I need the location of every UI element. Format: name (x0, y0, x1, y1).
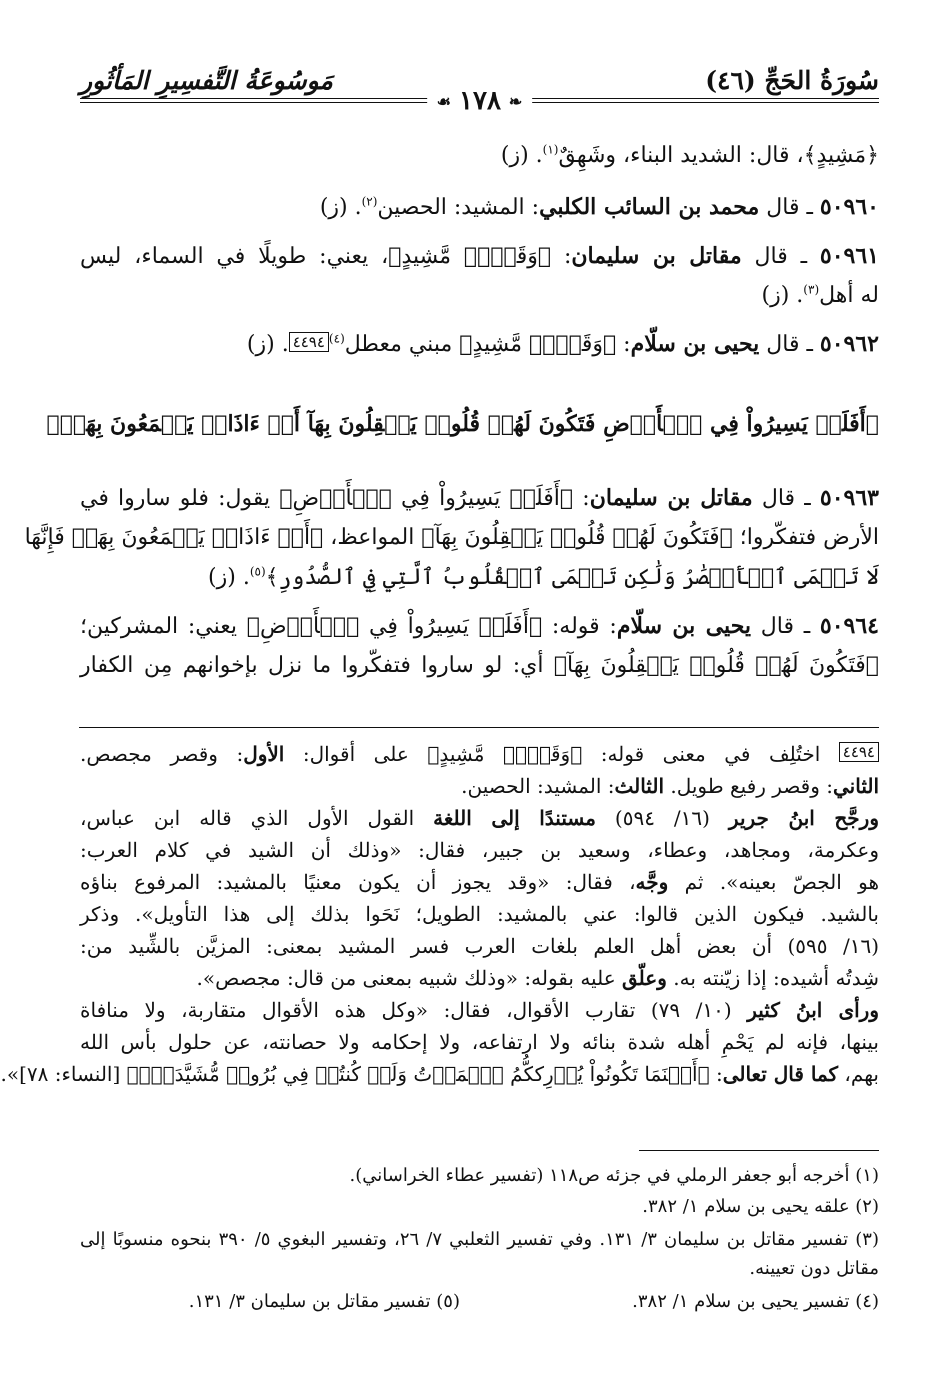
hadith-number: ٥٠٩٦٣ (819, 485, 879, 511)
commentary-line-1: ٤٤٩٤ اختُلِف في معنى قوله: ﴿وَقَصۡرٖ مَّشِيدٍ﴾ على أقوال: الأول: وقصر مجصص. (80, 738, 879, 770)
hadith-number: ٥٠٩٦١ (819, 243, 879, 269)
footnote-4: (٤) تفسير يحيى بن سلام ١/ ٣٨٢. (632, 1291, 879, 1312)
narrator-name: يحيى بن سلّام (630, 331, 760, 357)
hadith-50964: ٥٠٩٦٤ ـ قال يحيى بن سلّام: قوله: ﴿أَفَلَمۡ يَسِيرُواْ فِي ٱلۡأَرۡضِ﴾ يعني: المشركين؛ (80, 613, 879, 639)
hadith-50961-cont: له أهل$^{(٣)}$. (ز) (761, 282, 879, 308)
commentary-line-2: الثاني: وقصر رفيع طويل. الثالث: المشيد: الحصين. (461, 774, 879, 798)
narrator-name: مقاتل بن سليمان (589, 485, 753, 511)
book-title: مَوسُوعَةُ التَّفسِيرِ المَأثُورِ (80, 66, 333, 95)
footnote-ref: (٢) (361, 194, 378, 209)
footnote-rule (639, 1150, 879, 1151)
footnote-ref: (٥) (249, 564, 266, 579)
hadith-number: ٥٠٩٦٤ (819, 613, 879, 639)
footnote-ref: (٤) (328, 331, 345, 346)
footnote-1: (١) أخرجه أبو جعفر الرملي في جزئه ص١١٨ (تفسير عطاء الخراساني). (349, 1165, 879, 1186)
commentary-line-8: شِدتُه أشيده: إذا زيّنته به. وعلّق عليه بقوله: «وذلك شبيه بمعنى من قال: مجصص». (196, 966, 879, 990)
hadith-50963-cont-1: الأرض فتفكّروا؛ ﴿فَتَكُونَ لَهُمۡ قُلُوبٞ يَعۡقِلُونَ بِهَآ﴾ المواعظ، ﴿أَوۡ ءَاذَانٞ يَسۡمَعُونَ بِهَاۖ فَإِنَّهَا (24, 525, 879, 550)
commentary-box-number: ٤٤٩٤ (839, 742, 879, 762)
commentary-line-9: ورأى ابنُ كثير (١٠/ ٧٩) تقارب الأقوال، فقال: «وكل هذه الأقوال متقاربة، ولا منافاة (80, 998, 879, 1022)
hadith-50964-cont: ﴿فَتَكُونَ لَهُمۡ قُلُوبٞ يَعۡقِلُونَ بِهَآ﴾ أي: لو ساروا فتفكّروا ما نزل بإخوانهم مِن الكفار (80, 653, 879, 678)
footnote-ref: (١) (542, 142, 559, 157)
hadith-50962: ٥٠٩٦٢ ـ قال يحيى بن سلّام: ﴿وَقَصۡرٖ مَّشِيدٍ﴾ مبني معطل$^{(٤)}$٤٤٩٤. (ز) (246, 331, 879, 357)
page-number: ١٧٨ (459, 86, 501, 116)
commentary-line-4: وعكرمة، ومجاهد، وعطاء، وسعيد بن جبير، فقال: «وذلك أن الشيد في كلام العرب: (80, 838, 879, 862)
body-line-1: ﴿مَشِيدٍ﴾، قال: الشديد البناء، وشَهِقٌ$^{(١)}$. (ز) (500, 142, 879, 168)
page-number-box (427, 86, 533, 116)
footnote-ref: (٣) (803, 282, 820, 297)
commentary-line-10: بينها، فإنه لم يَحْمِ أهله شدة بنائه ولا ارتفاعه، ولا إحكامه ولا حصانته، عن حلول بأس الله (80, 1030, 879, 1054)
commentary-line-11: بهم، كما قال تعالى: ﴿أَيۡنَمَا تَكُونُواْ يُدۡرِككُّمُ ٱلۡمَوۡتُ وَلَوۡ كُنتُمۡ فِي بُرُوجٖ مُّشَيَّدَةٖۗ﴾ [النساء: ٧٨]». (0, 1062, 879, 1086)
ayah-heading: ﴿أَفَلَمۡ يَسِيرُواْ فِي ٱلۡأَرۡضِ فَتَكُونَ لَهُمۡ قُلُوبٞ يَعۡقِلُونَ بِهَآ أَوۡ ءَاذَانٞ يَسۡمَعُونَ بِهَاۖ﴾ (46, 411, 879, 437)
footnote-3: (٣) تفسير مقاتل بن سليمان ٣/ ١٣١. وفي تفسير الثعلبي ٧/ ٢٦، وتفسير البغوي ٥/ ٣٩٠ بنحوه منسوبًا إلى (80, 1229, 879, 1250)
commentary-ref-box: ٤٤٩٤ (289, 332, 329, 352)
narrator-name: محمد بن السائب الكلبي (539, 194, 760, 220)
hadith-number: ٥٠٩٦٢ (819, 331, 879, 357)
hadith-50960: ٥٠٩٦٠ ـ قال محمد بن السائب الكلبي: المشيد: الحصين$^{(٢)}$. (ز) (319, 194, 879, 220)
commentary-line-3: ورجَّح ابنُ جرير (١٦/ ٥٩٤) مستندًا إلى اللغة القول الأول الذي قاله ابن عباس، (80, 806, 879, 830)
commentary-line-5: هو الجصّ بعينه». ثم وجَّه، فقال: «وقد يجوز أن يكون معنيًا بالمشيد: المرفوع بناؤه (80, 870, 879, 894)
commentary-line-6: بالشيد. فيكون الذين قالوا: عني بالمشيد: الطويل؛ نَحَوا بذلك إلى هذا التأويل». وذكر (80, 902, 879, 926)
surah-title: سُورَةُ الحَجِّ (٤٦) (705, 66, 879, 95)
narrator-name: يحيى بن سلّام (616, 613, 752, 639)
hadith-50963: ٥٠٩٦٣ ـ قال مقاتل بن سليمان: ﴿أَفَلَمۡ يَسِيرُواْ فِي ٱلۡأَرۡضِ﴾ يقول: فلو ساروا في (80, 485, 879, 511)
commentary-rule (79, 727, 879, 728)
footnote-3-cont: مقاتل دون تعيينه. (749, 1258, 879, 1279)
ornament-icon: ☙ (436, 91, 452, 111)
commentary-line-7: (١٦/ ٥٩٥) أن بعض أهل العلم بلغات العرب فسر المشيد بمعنى: المزيَّن بالشِّيد من: (80, 934, 879, 958)
footnote-5: (٥) تفسير مقاتل بن سليمان ٣/ ١٣١. (188, 1291, 460, 1312)
ornament-icon: ❧ (508, 91, 523, 111)
hadith-number: ٥٠٩٦٠ (819, 194, 879, 220)
narrator-name: مقاتل بن سليمان (571, 243, 742, 269)
footnote-2: (٢) علقه يحيى بن سلام ١/ ٣٨٢. (642, 1196, 879, 1217)
hadith-50961: ٥٠٩٦١ ـ قال مقاتل بن سليمان: ﴿وَقَصۡرٖ مَّشِيدٍ﴾، يعني: طويلًا في السماء، ليس (80, 243, 879, 269)
hadith-50963-cont-2: لَا تَعۡمَى ٱلۡأَبۡصَٰرُ وَلَٰكِن تَعۡمَى ٱلۡقُلُوبُ ٱلَّتِي فِي ٱلصُّدُورِ﴾$^{(٥)}$. (ز) (208, 564, 879, 590)
